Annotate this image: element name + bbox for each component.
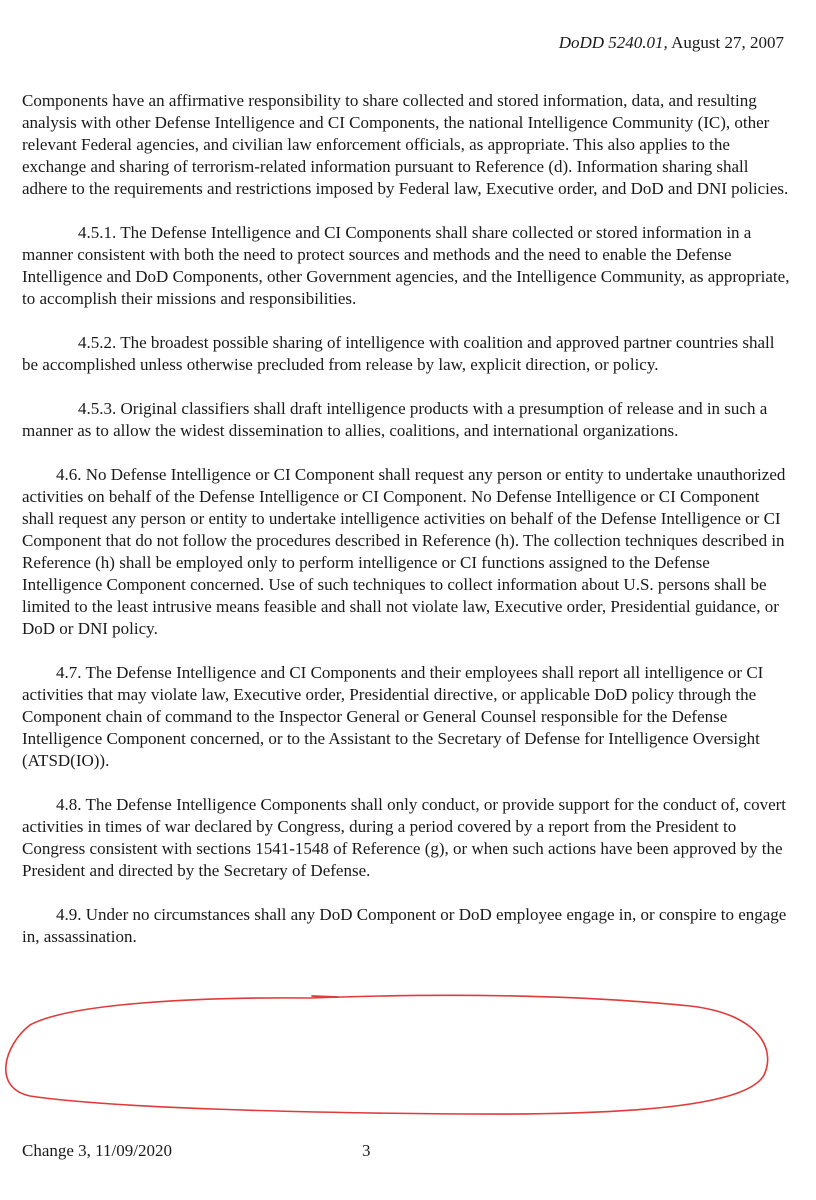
paragraph-4-7: 4.7. The Defense Intelligence and CI Components and their employees shall report all intelligence or CI activities that may violate law, Executive order, Presidential directive, or applicable DoD policy through the Component chain of command to the Inspector General or General Counsel responsible for the Defense Intelligence Component concerned, or to the Assistant to the Secretary of Defense for Intelligence Oversight (ATSD(IO)). — [22, 663, 764, 770]
paragraph-4-5-2: 4.5.2. The broadest possible sharing of intelligence with coalition and approved partner countries shall be accomplished unless otherwise precluded from release by law, explicit direction, or policy. — [22, 333, 775, 374]
circle-stroke — [6, 995, 768, 1114]
paragraph-4-8: 4.8. The Defense Intelligence Components shall only conduct, or provide support for the conduct of, covert activities in times of war declared by Congress, during a period covered by a report from the President to Congress consistent with sections 1541-1548 of Reference (g), or when such actions have been approved by the President and directed by the Secretary of Defense. — [22, 795, 787, 880]
paragraph-4-5-1: 4.5.1. The Defense Intelligence and CI Components shall share collected or stored information in a manner consistent with both the need to protect sources and methods and the need to enable the Defense Intelligence and DoD Components, other Government agencies, and the Intelligence Community, as appropriate, to accomplish their missions and responsibilities. — [22, 223, 790, 308]
paragraph-4-5-3: 4.5.3. Original classifiers shall draft intelligence products with a presumption of release and in such a manner as to allow the widest dissemination to allies, coalitions, and international organizations. — [22, 399, 768, 440]
page-header — [559, 32, 784, 54]
document-id: DoDD 5240.01, — [558, 33, 668, 52]
paragraph-4-6: 4.6. No Defense Intelligence or CI Component shall request any person or entity to undertake unauthorized activities on behalf of the Defense Intelligence or CI Component. No Defense Intelligence or CI Component shall request any person or entity to undertake intelligence activities on behalf of the Defense Intelligence or CI Component that do not follow the procedures described in Reference (h). The collection techniques described in Reference (h) shall be employed only to perform intelligence or CI functions assigned to the Defense Intelligence Component concerned. Use of such techniques to collect information about U.S. persons shall be limited to the least intrusive means feasible and shall not violate law, Executive order, Presidential guidance, or DoD or DNI policy. — [22, 465, 786, 638]
page-number: 3 — [362, 1141, 371, 1160]
circle-start-mark — [312, 996, 338, 997]
document-date: August 27, 2007 — [667, 33, 784, 52]
change-notice: Change 3, 11/09/2020 — [22, 1141, 172, 1160]
paragraph-4-5-continued: Components have an affirmative responsibility to share collected and stored information, data, and resulting analysis with other Defense Intelligence and CI Components, the national Intelligence Community (IC), other relevant Federal agencies, and civilian law enforcement officials, as appropriate. This also applies to the exchange and sharing of terrorism-related information pursuant to Reference (d). Information sharing shall adhere to the requirements and restrictions imposed by Federal law, Executive order, and DoD and DNI policies. — [22, 91, 789, 198]
document-body — [22, 90, 794, 970]
paragraph-4-9: 4.9. Under no circumstances shall any DoD Component or DoD employee engage in, or conspire to engage in, assassination. — [22, 905, 787, 946]
